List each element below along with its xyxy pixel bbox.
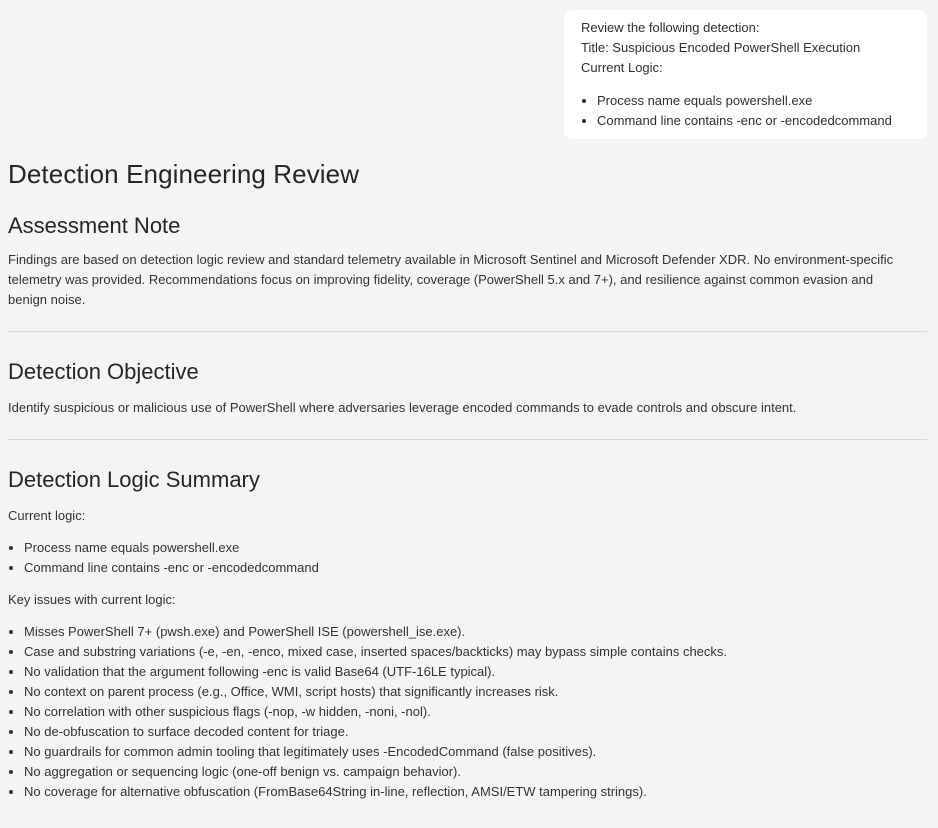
key-issues-label: Key issues with current logic: <box>8 592 176 607</box>
prompt-logic-list <box>581 91 927 131</box>
current-logic-item: • Command line contains -enc or -encodedcommand <box>24 558 927 578</box>
prompt-title-line: Title: Suspicious Encoded PowerShell Execution <box>581 40 861 55</box>
current-logic-list <box>8 538 927 578</box>
prompt-logic-item: • Command line contains -enc or -encodedcommand <box>597 111 927 131</box>
prompt-logic-item: • Process name equals powershell.exe <box>597 91 927 111</box>
summary-heading: Detection Logic Summary <box>8 467 260 492</box>
current-logic-label: Current logic: <box>8 508 86 523</box>
key-issue-item: • Misses PowerShell 7+ (pwsh.exe) and PowerShell ISE (powershell_ise.exe). <box>24 622 927 642</box>
objective-heading: Detection Objective <box>8 359 199 384</box>
key-issue-item: • No aggregation or sequencing logic (one-off benign vs. campaign behavior). <box>24 762 927 782</box>
key-issue-item: • No guardrails for common admin tooling that legitimately uses -EncodedCommand (false positives). <box>24 742 927 762</box>
key-issue-item: • No correlation with other suspicious flags (-nop, -w hidden, -noni, -nol). <box>24 702 927 722</box>
assessment-body: Findings are based on detection logic review and standard telemetry available in Microsoft Sentinel and Microsoft Defender XDR. No environment-specific telemetry was provided. Recommendations focus on improving fidelity, coverage (PowerShell 5.x and 7+), and resilience against common evasion and benign noise. <box>8 252 894 307</box>
current-logic-item: • Process name equals powershell.exe <box>24 538 927 558</box>
key-issue-item: • No validation that the argument following -enc is valid Base64 (UTF-16LE typical). <box>24 662 927 682</box>
key-issues-list <box>8 622 927 802</box>
report-title: Detection Engineering Review <box>8 159 360 189</box>
key-issue-item: • Case and substring variations (-e, -en, -enco, mixed case, inserted spaces/backticks) may bypass simple contains checks. <box>24 642 927 662</box>
prompt-intro: Review the following detection: <box>581 20 760 35</box>
key-issue-item: • No coverage for alternative obfuscation (FromBase64String in-line, reflection, AMSI/ETW tampering strings). <box>24 782 927 802</box>
key-issue-item: • No de-obfuscation to surface decoded content for triage. <box>24 722 927 742</box>
user-prompt-bubble <box>564 10 927 139</box>
prompt-logic-label: Current Logic: <box>581 60 663 75</box>
assistant-response <box>8 150 927 802</box>
key-issue-item: • No context on parent process (e.g., Office, WMI, script hosts) that significantly increases risk. <box>24 682 927 702</box>
assessment-heading: Assessment Note <box>8 213 181 238</box>
objective-body: Identify suspicious or malicious use of PowerShell where adversaries leverage encoded commands to evade controls and obscure intent. <box>8 400 797 415</box>
